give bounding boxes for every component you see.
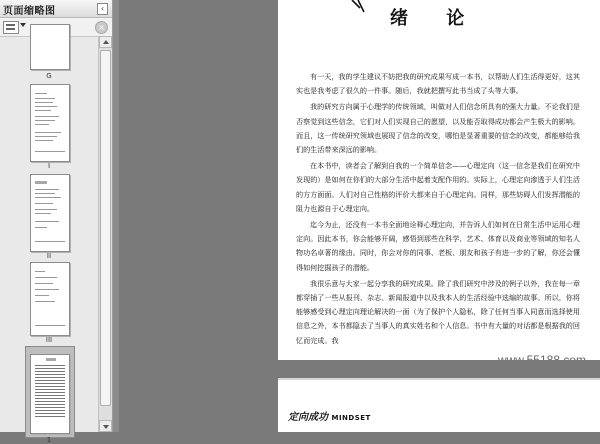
thumbnail-page-selected[interactable] [30, 354, 70, 434]
footer-logo [288, 408, 371, 423]
paragraph: 我很乐意与大家一起分享我的研究成果。除了我们研究中涉及的例子以外，我在每一章都穿插了一些从报刊、杂志、新闻报道中以及我本人的生活经验中选编的故事。所以，你将能够感受到心理定向理论解决的一面（为了保护个人隐私，除了任何当事人同意而选择使用信息之外，本书都隐去了当事人的真实姓名和个人信息。书中有大量的对话都是根据我的回忆而完成。我 [296, 278, 580, 345]
chevron-up-icon [103, 40, 109, 44]
page-separator [278, 360, 600, 378]
thumbnail-page[interactable] [30, 24, 70, 70]
thumbnail-page[interactable] [30, 84, 70, 162]
scroll-down-button[interactable] [99, 420, 112, 432]
footer-logo-en: MINDSET [331, 414, 371, 422]
panel-resize-handle[interactable] [113, 0, 119, 432]
next-page-edge [278, 378, 600, 380]
thumbnail-page[interactable] [30, 262, 70, 336]
thumbnail-scrollbar[interactable] [98, 36, 112, 432]
footer-logo-cn: 定向成功 [288, 412, 328, 423]
scroll-up-button[interactable] [99, 36, 112, 48]
thumbnail-label: G [46, 72, 52, 80]
chapter-decoration-icon [350, 0, 376, 14]
thumbnail-page[interactable] [30, 174, 70, 252]
thumbnail-label: II [46, 252, 52, 260]
thumbnail-label: 1 [46, 436, 52, 444]
document-page [278, 0, 600, 432]
scrollbar-thumb[interactable] [100, 50, 111, 406]
delete-icon[interactable]: × [95, 21, 108, 34]
thumbnail-list [0, 36, 98, 444]
thumbnail-label: I [47, 162, 51, 170]
panel-title: 页面缩略图 [3, 6, 56, 17]
chapter-title: 绪 论 [390, 8, 481, 29]
page-thumbnails-panel [0, 0, 113, 444]
chevron-down-icon[interactable] [20, 23, 26, 27]
paragraph: 有一天，我的学生建议不妨把我的研究成果写成一本书，以帮助人们生活得更好，这其实也是我考虑了很久的一件事。随后，我就把撰写此书当成了头等大事。 [296, 72, 580, 96]
options-icon[interactable] [3, 21, 19, 34]
thumbnail-label: III [45, 336, 53, 344]
paragraph: 迄今为止，还没有一本书全面地诠释心理定向，并告诉人们如何在日常生活中运用心理定向。因此本书，你会能够开阔，感悟到那些在科学、艺术、体育以及商业等领域的知名人物功名卓著的缘由。同时，你会对你的同事、老板、朋友和孩子有进一步的了解，你还会懂得如何挖掘孩子的潜能。 [296, 220, 580, 272]
collapse-panel-button[interactable]: ‹ [97, 3, 108, 15]
chevron-down-icon [103, 425, 109, 429]
panel-header [0, 0, 112, 18]
paragraph: 我的研究方向属于心理学的传统领域，叫做对人们信念所具有的强大力量。不论我们是否察觉到这些信念，它们对人们实现自己的愿望，以及能否取得成功都会产生极大的影响。而且，这一传统研究领域也展现了信念的改变，哪怕是显著重要的信念的改变，都能够给我们的生活带来深远的影响。 [296, 102, 580, 155]
paragraph: 在本书中，读者会了解到自我的一个简单信念——心理定向（这一信念是我们在研究中发现的）是如何在你们的大部分生活中起着支配作用的。实际上，心理定向渗透于人们生活的方方面面。人们对自己性格的评价大都来自于心理定向。同样，那些妨碍人们发挥潜能的阻力也源自于心理定向。 [296, 161, 580, 213]
body-text [296, 70, 580, 350]
